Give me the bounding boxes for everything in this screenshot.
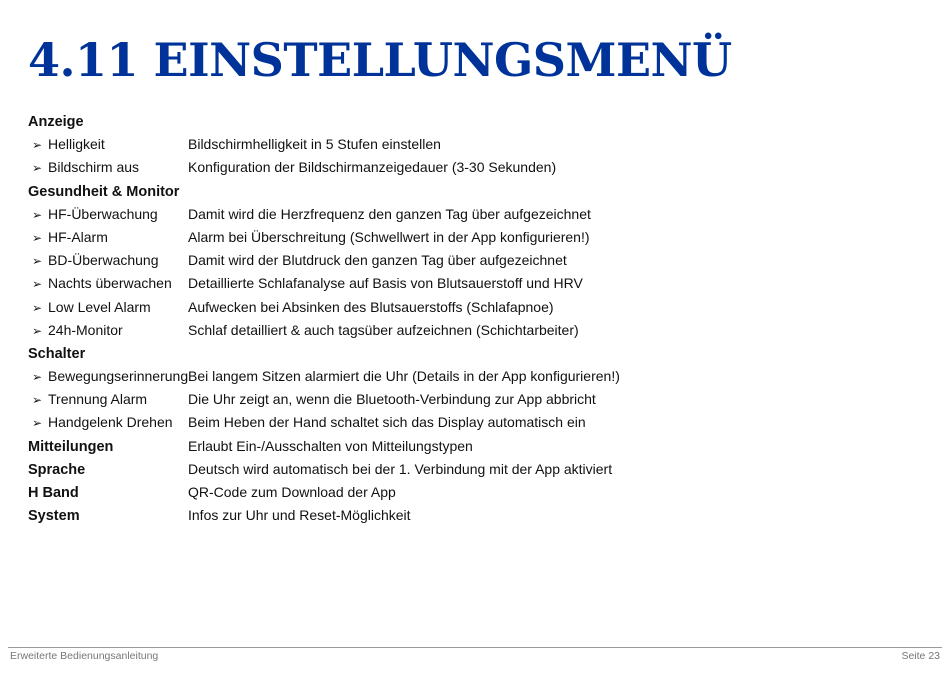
list-item — [28, 156, 928, 179]
item-label: HF-Alarm — [48, 228, 108, 245]
item-description: Konfiguration der Bildschirmanzeigedauer (3-30 Sekunden) — [188, 159, 557, 176]
section-label: System — [28, 508, 80, 525]
section-heading-schalter — [28, 342, 928, 365]
item-label: Bewegungserinnerung — [48, 368, 189, 385]
item-label: Helligkeit — [48, 136, 105, 153]
arrow-bullet-icon: ➢ — [32, 161, 43, 176]
arrow-bullet-icon: ➢ — [32, 277, 43, 292]
section-label: Mitteilungen — [28, 438, 114, 455]
section-description: QR-Code zum Download der App — [188, 484, 396, 500]
section-heading-gesundheit — [28, 180, 928, 203]
item-description: Die Uhr zeigt an, wenn die Bluetooth-Verbindung zur App abbricht — [188, 391, 596, 408]
section-heading-anzeige — [28, 110, 928, 133]
item-label: Bildschirm aus — [48, 159, 140, 176]
section-label: Gesundheit & Monitor — [28, 183, 180, 200]
item-label: Low Level Alarm — [48, 298, 151, 315]
arrow-bullet-icon: ➢ — [32, 230, 43, 245]
footer-document-title: Erweiterte Bedienungsanleitung — [10, 650, 159, 662]
settings-menu-list — [28, 110, 928, 527]
item-label: HF-Überwachung — [48, 205, 158, 222]
list-item — [28, 272, 928, 295]
item-label: Trennung Alarm — [48, 391, 148, 408]
list-item — [28, 411, 928, 434]
section-description: Erlaubt Ein-/Ausschalten von Mitteilungstypen — [188, 437, 473, 454]
item-label: BD-Überwachung — [48, 252, 159, 269]
section-description: Infos zur Uhr und Reset-Möglichkeit — [188, 507, 411, 524]
section-row-system — [28, 504, 928, 527]
arrow-bullet-icon: ➢ — [32, 300, 43, 315]
section-row-sprache — [28, 458, 928, 481]
item-description: Damit wird der Blutdruck den ganzen Tag über aufgezeichnet — [188, 252, 567, 269]
arrow-bullet-icon: ➢ — [32, 254, 43, 269]
item-label: Handgelenk Drehen — [48, 414, 173, 431]
list-item — [28, 388, 928, 411]
list-item — [28, 226, 928, 249]
arrow-bullet-icon: ➢ — [32, 207, 43, 222]
list-item — [28, 365, 928, 388]
arrow-bullet-icon: ➢ — [32, 416, 43, 431]
arrow-bullet-icon: ➢ — [32, 323, 43, 338]
arrow-bullet-icon: ➢ — [32, 138, 43, 153]
item-description: Detaillierte Schlafanalyse auf Basis von Blutsauerstoff und HRV — [188, 275, 583, 292]
item-description: Damit wird die Herzfrequenz den ganzen Tag über aufgezeichnet — [188, 205, 591, 222]
item-description: Schlaf detailliert & auch tagsüber aufzeichnen (Schichtarbeiter) — [188, 321, 579, 338]
list-item — [28, 319, 928, 342]
page-title: 4.11 EINSTELLUNGSMENÜ — [28, 33, 732, 87]
arrow-bullet-icon: ➢ — [32, 393, 43, 408]
item-label: 24h-Monitor — [48, 321, 123, 338]
item-description: Alarm bei Überschreitung (Schwellwert in der App konfigurieren!) — [188, 228, 590, 245]
item-description: Bei langem Sitzen alarmiert die Uhr (Details in der App konfigurieren!) — [188, 368, 620, 385]
section-row-hband — [28, 481, 928, 504]
item-description: Bildschirmhelligkeit in 5 Stufen einstellen — [188, 136, 441, 153]
item-description: Aufwecken bei Absinken des Blutsauerstoffs (Schlafapnoe) — [188, 298, 554, 315]
footer-divider — [8, 647, 942, 648]
item-description: Beim Heben der Hand schaltet sich das Display automatisch ein — [188, 414, 586, 431]
section-description: Deutsch wird automatisch bei der 1. Verbindung mit der App aktiviert — [188, 460, 613, 477]
list-item — [28, 203, 928, 226]
list-item — [28, 296, 928, 319]
list-item — [28, 249, 928, 272]
footer-page-number: Seite 23 — [901, 650, 940, 662]
arrow-bullet-icon: ➢ — [32, 370, 43, 385]
item-label: Nachts überwachen — [48, 275, 172, 292]
section-label: Anzeige — [28, 114, 84, 130]
list-item — [28, 133, 928, 156]
section-label: Schalter — [28, 345, 86, 362]
section-label: Sprache — [28, 461, 86, 478]
section-label: H Band — [28, 485, 79, 501]
section-row-mitteilungen — [28, 435, 928, 458]
